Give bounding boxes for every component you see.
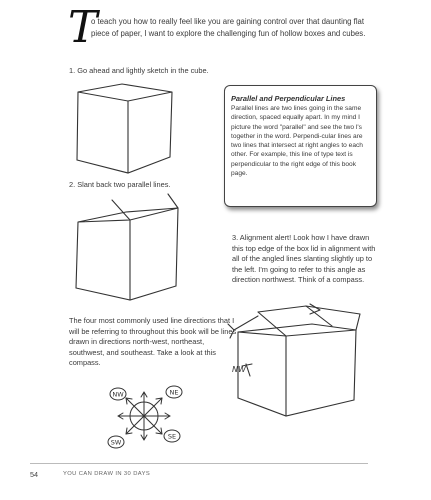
cube-sketch-1 <box>60 80 180 180</box>
step-1-caption: 1. Go ahead and lightly sketch in the cube. <box>69 66 209 75</box>
sidebar-title: Parallel and Perpendicular Lines <box>231 94 346 103</box>
step-3-caption: 3. Alignment alert! Look how I have drawn this top edge of the box lid in alignment with all of the angled lines slanting slightly up to the left. I'm going to refer to this angle as direction northwest. Think of a compass. <box>232 233 376 285</box>
compass-description: The four most commonly used line directions that I will be referring to throughout this book will be lines drawn in directions north-west, northeast, southwest, and southeast. Take a look at this compass. <box>69 316 237 368</box>
parallel-perpendicular-sidebar <box>224 85 377 207</box>
compass-label-ne: NE <box>169 388 179 397</box>
cube-sketch-2 <box>60 194 200 304</box>
compass-label-se: SE <box>167 432 177 441</box>
page-number: 54 <box>30 470 38 479</box>
drop-cap: T <box>68 2 98 53</box>
sidebar-body: Parallel lines are two lines going in the same direction, spaced equally apart. In my mind I picture the word "parallel" and see the two l's together in the word. Perpendi-cular lines are two lines that intersect at right angles to each other. For example, this line of type text is perpendicular to the right edge of this book page. <box>231 105 363 178</box>
intro-paragraph: o teach you how to really feel like you are gaining control over that daunting flat piece of paper, I want to explore the challenging fun of hollow boxes and cubes. <box>91 17 366 38</box>
nw-sketch-label: NW <box>232 365 246 374</box>
compass-label-nw: NW <box>112 390 124 399</box>
footer-divider <box>30 463 368 464</box>
compass-label-sw: SW <box>110 438 122 447</box>
running-head: YOU CAN DRAW IN 30 DAYS <box>63 471 151 477</box>
step-2-caption: 2. Slant back two parallel lines. <box>69 180 171 189</box>
compass-diagram <box>94 382 194 452</box>
open-box-sketch <box>228 302 378 422</box>
